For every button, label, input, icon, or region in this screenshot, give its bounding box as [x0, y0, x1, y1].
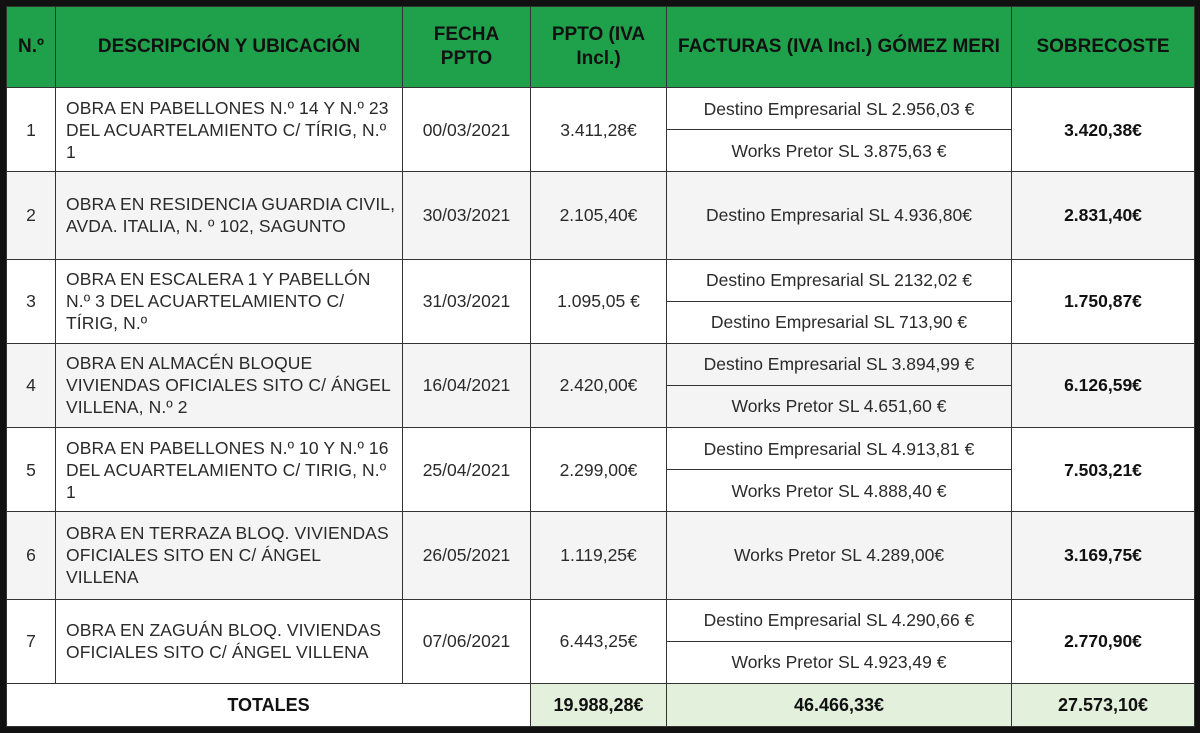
row-ppto: 1.095,05 €	[531, 259, 667, 343]
row-description: OBRA EN ZAGUÁN BLOQ. VIVIENDAS OFICIALES SITO C/ ÁNGEL VILLENA	[56, 599, 403, 683]
table-row	[7, 88, 1195, 130]
row-ppto: 2.299,00€	[531, 427, 667, 511]
table-row	[7, 343, 1195, 385]
row-fecha: 30/03/2021	[403, 172, 531, 259]
row-factura: Works Pretor SL 4.888,40 €	[667, 470, 1012, 512]
row-ppto: 3.411,28€	[531, 88, 667, 172]
row-description: OBRA EN RESIDENCIA GUARDIA CIVIL, AVDA. ITALIA, N. º 102, SAGUNTO	[56, 172, 403, 259]
header-facturas: FACTURAS (IVA Incl.) GÓMEZ MERI	[667, 7, 1012, 88]
header-sobrecoste: SOBRECOSTE	[1012, 7, 1195, 88]
row-factura: Works Pretor SL 3.875,63 €	[667, 130, 1012, 172]
row-number: 4	[7, 343, 56, 427]
row-number: 5	[7, 427, 56, 511]
totals-ppto: 19.988,28€	[531, 683, 667, 726]
header-fecha: FECHA PPTO	[403, 7, 531, 88]
row-description: OBRA EN PABELLONES N.º 10 Y N.º 16 DEL ACUARTELAMIENTO C/ TIRIG, N.º 1	[56, 427, 403, 511]
header-row	[7, 7, 1195, 88]
row-ppto: 1.119,25€	[531, 512, 667, 599]
cost-table	[6, 6, 1195, 727]
table-row	[7, 259, 1195, 301]
row-number: 6	[7, 512, 56, 599]
row-sobrecoste: 3.169,75€	[1012, 512, 1195, 599]
row-factura: Works Pretor SL 4.651,60 €	[667, 385, 1012, 427]
row-sobrecoste: 2.831,40€	[1012, 172, 1195, 259]
header-num: N.º	[7, 7, 56, 88]
row-ppto: 2.105,40€	[531, 172, 667, 259]
row-description: OBRA EN PABELLONES N.º 14 Y N.º 23 DEL ACUARTELAMIENTO C/ TÍRIG, N.º 1	[56, 88, 403, 172]
row-factura: Destino Empresarial SL 4.936,80€	[667, 172, 1012, 259]
header-ppto: PPTO (IVA Incl.)	[531, 7, 667, 88]
row-sobrecoste: 6.126,59€	[1012, 343, 1195, 427]
row-ppto: 6.443,25€	[531, 599, 667, 683]
header-description: DESCRIPCIÓN Y UBICACIÓN	[56, 7, 403, 88]
row-fecha: 00/03/2021	[403, 88, 531, 172]
row-fecha: 25/04/2021	[403, 427, 531, 511]
row-number: 1	[7, 88, 56, 172]
row-factura: Works Pretor SL 4.923,49 €	[667, 641, 1012, 683]
row-description: OBRA EN TERRAZA BLOQ. VIVIENDAS OFICIALES SITO EN C/ ÁNGEL VILLENA	[56, 512, 403, 599]
row-ppto: 2.420,00€	[531, 343, 667, 427]
row-fecha: 07/06/2021	[403, 599, 531, 683]
table-row	[7, 427, 1195, 469]
row-description: OBRA EN ALMACÉN BLOQUE VIVIENDAS OFICIALES SITO C/ ÁNGEL VILLENA, N.º 2	[56, 343, 403, 427]
row-factura: Destino Empresarial SL 4.913,81 €	[667, 427, 1012, 469]
row-sobrecoste: 3.420,38€	[1012, 88, 1195, 172]
row-description: OBRA EN ESCALERA 1 Y PABELLÓN N.º 3 DEL ACUARTELAMIENTO C/ TÍRIG, N.º	[56, 259, 403, 343]
totals-sobrecoste: 27.573,10€	[1012, 683, 1195, 726]
row-sobrecoste: 2.770,90€	[1012, 599, 1195, 683]
row-factura: Destino Empresarial SL 3.894,99 €	[667, 343, 1012, 385]
totals-label: TOTALES	[7, 683, 531, 726]
row-factura: Destino Empresarial SL 2.956,03 €	[667, 88, 1012, 130]
row-factura: Destino Empresarial SL 4.290,66 €	[667, 599, 1012, 641]
row-factura: Destino Empresarial SL 713,90 €	[667, 301, 1012, 343]
row-fecha: 31/03/2021	[403, 259, 531, 343]
row-factura: Destino Empresarial SL 2132,02 €	[667, 259, 1012, 301]
row-number: 2	[7, 172, 56, 259]
totals-row	[7, 683, 1195, 726]
table-row	[7, 512, 1195, 599]
row-number: 7	[7, 599, 56, 683]
table-row	[7, 599, 1195, 641]
totals-facturas: 46.466,33€	[667, 683, 1012, 726]
row-fecha: 16/04/2021	[403, 343, 531, 427]
row-number: 3	[7, 259, 56, 343]
row-factura: Works Pretor SL 4.289,00€	[667, 512, 1012, 599]
row-sobrecoste: 1.750,87€	[1012, 259, 1195, 343]
row-fecha: 26/05/2021	[403, 512, 531, 599]
row-sobrecoste: 7.503,21€	[1012, 427, 1195, 511]
table-row	[7, 172, 1195, 259]
